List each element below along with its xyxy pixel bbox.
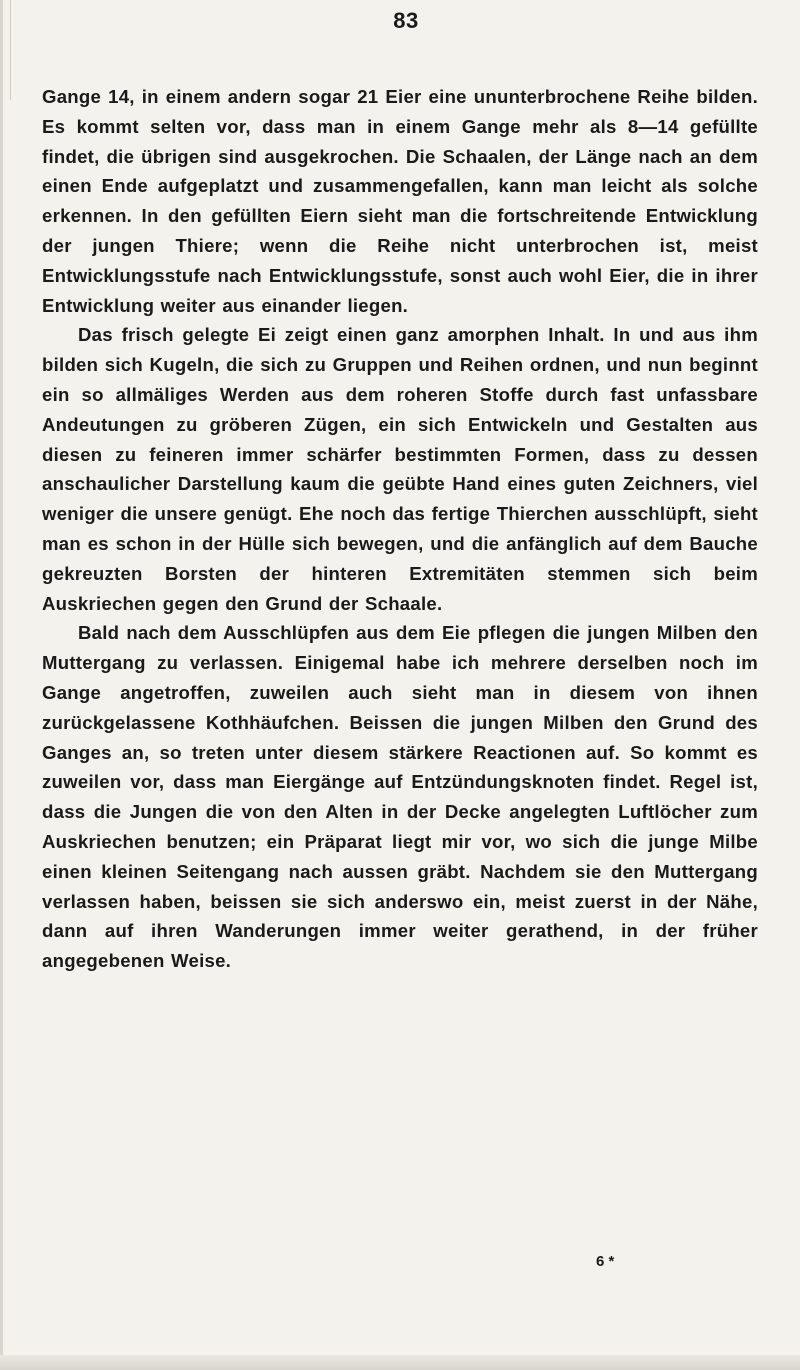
page-binding-edge — [0, 0, 3, 1370]
paragraph-3: Bald nach dem Ausschlüpfen aus dem Eie pflegen die jungen Milben den Muttergang zu verlassen. Einigemal habe ich mehrere derselben noch im Gange angetroffen, zuweilen auch sieht man in diesem von ihnen zurückgelassene Kothhäufchen. Beissen die jungen Milben den Grund des Ganges an, so treten unter diesem stärkere Reactionen auf. So kommt es zuweilen vor, dass man Eiergänge auf Entzündungsknoten findet. Regel ist, dass die Jungen die von den Alten in der Decke angelegten Luftlöcher zum Auskriechen benutzen; ein Präparat liegt mir vor, wo sich die junge Milbe einen kleinen Seitengang nach aussen gräbt. Nachdem sie den Muttergang verlassen haben, beissen sie sich anderswo ein, meist zuerst in der Nähe, dann auf ihren Wanderungen immer weiter gerathend, in der früher angegebenen Weise. — [42, 622, 758, 972]
body-text — [42, 82, 758, 976]
page-bottom-edge — [0, 1355, 800, 1370]
signature-mark: 6 * — [596, 1253, 615, 1270]
paragraph-1: Gange 14, in einem andern sogar 21 Eier eine ununterbrochene Reihe bilden. Es kommt selten vor, dass man in einem Gange mehr als 8—14 gefüllte findet, die übrigen sind ausgekrochen. Die Schaalen, der Länge nach an dem einen Ende aufgeplatzt und zusammengefallen, kann man leicht als solche erkennen. In den gefüllten Eiern sieht man die fortschreitende Entwicklung der jungen Thiere; wenn die Reihe nicht unterbrochen ist, meist Entwicklungsstufe nach Entwicklungsstufe, sonst auch wohl Eier, die in ihrer Entwicklung weiter aus einander liegen. — [42, 86, 758, 316]
paragraph-2: Das frisch gelegte Ei zeigt einen ganz amorphen Inhalt. In und aus ihm bilden sich Kugeln, die sich zu Gruppen und Reihen ordnen, und nun beginnt ein so allmäliges Werden aus dem roheren Stoffe durch fast unfassbare Andeutungen zu gröberen Zügen, ein sich Entwickeln und Gestalten aus diesen zu feineren immer schärfer bestimmten Formen, dass zu dessen anschaulicher Darstellung kaum die geübte Hand eines guten Zeichners, viel weniger die unsere genügt. Ehe noch das fertige Thierchen ausschlüpft, sieht man es schon in der Hülle sich bewegen, und die anfänglich auf dem Bauche gekreuzten Borsten der hinteren Extremitäten stemmen sich beim Auskriechen gegen den Grund der Schaale. — [42, 324, 758, 614]
page-number: 83 — [393, 8, 419, 33]
